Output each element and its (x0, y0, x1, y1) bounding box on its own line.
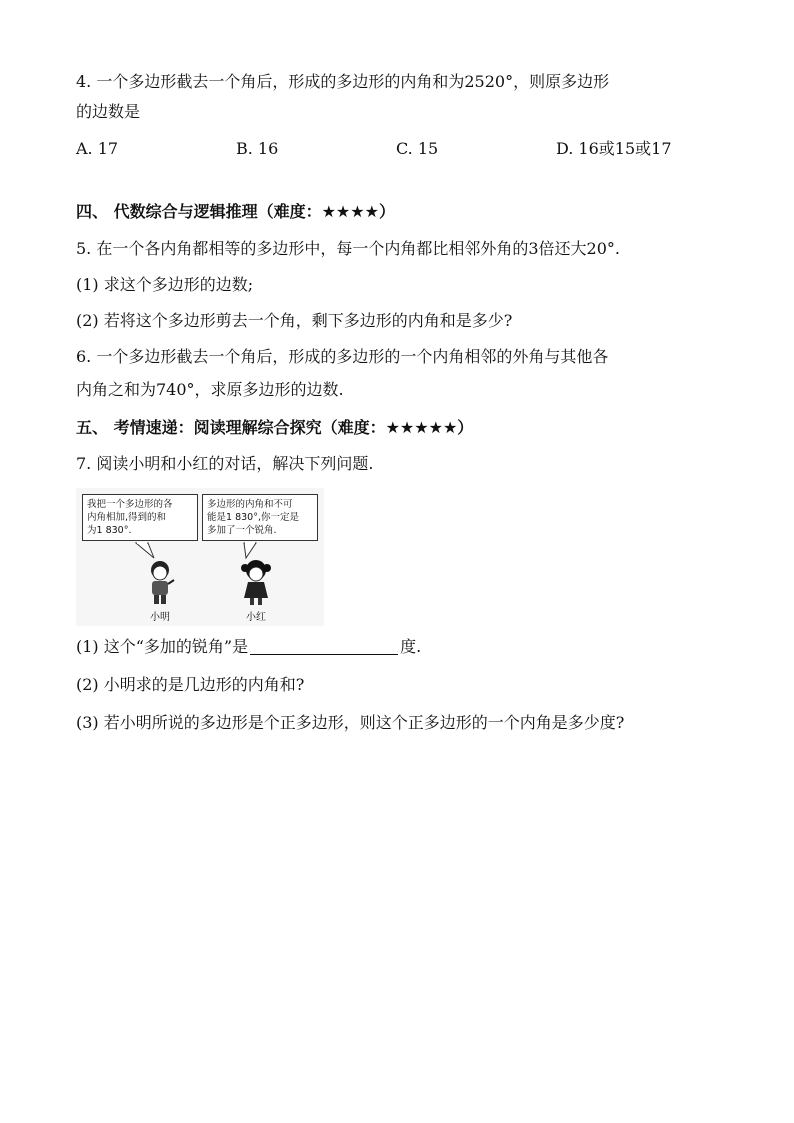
girl-figure (241, 560, 271, 605)
q5-part1: (1) 求这个多边形的边数; (76, 275, 254, 294)
q4-option-d: D. 16或15或17 (556, 139, 672, 158)
q5-stem: 5. 在一个各内角都相等的多边形中，每一个内角都比相邻外角的3倍还大20°. (76, 239, 620, 258)
q7-part3: (3) 若小明所说的多边形是个正多边形，则这个正多边形的一个内角是多少度? (76, 713, 625, 732)
q4-stem-line2: 的边数是 (76, 102, 141, 121)
bubble-tails-and-kids (76, 488, 324, 626)
label-xiaohong: 小红 (246, 612, 266, 623)
speech-bubble-xiaohong: 多边形的内角和不可 能是1 830°,你一定是 多加了一个锐角. (202, 494, 318, 541)
q7-part1-unit: 度. (400, 637, 422, 656)
boy-figure (151, 561, 174, 604)
speech-bubble-xiaoming: 我把一个多边形的各 内角相加,得到的和 为1 830°. (82, 494, 198, 541)
section-5-close: ） (457, 418, 474, 437)
q5-part2: (2) 若将这个多边形剪去一个角，剩下多边形的内角和是多少? (76, 311, 513, 330)
section-4-title: 四、 代数综合与逻辑推理（难度： (76, 202, 322, 221)
q4-stem-line1: 4. 一个多边形截去一个角后，形成的多边形的内角和为2520°，则原多边形 (76, 72, 610, 91)
q7-part1 (76, 635, 421, 659)
dialogue-illustration (76, 488, 324, 626)
q6-stem-line2: 内角之和为740°，求原多边形的边数. (76, 380, 344, 399)
answer-blank[interactable] (250, 636, 398, 655)
q7-part2: (2) 小明求的是几边形的内角和? (76, 675, 305, 694)
q4-options (76, 137, 716, 161)
label-xiaoming: 小明 (150, 612, 170, 623)
section-5-heading (76, 416, 473, 440)
section-5-title: 五、 考情速递：阅读理解综合探究（难度： (76, 418, 386, 437)
q7-stem: 7. 阅读小明和小红的对话，解决下列问题. (76, 454, 374, 473)
q7-part1-text: (1) 这个“多加的锐角”是 (76, 637, 249, 656)
section-4-heading (76, 200, 395, 224)
q4-option-c: C. 15 (396, 139, 439, 158)
q6-stem-line1: 6. 一个多边形截去一个角后，形成的多边形的一个内角相邻的外角与其他各 (76, 347, 609, 366)
q4-option-b: B. 16 (236, 139, 279, 158)
difficulty-stars: ★★★★★ (385, 418, 458, 437)
difficulty-stars: ★★★★ (321, 202, 379, 221)
q4-option-a: A. 17 (76, 139, 119, 158)
section-4-close: ） (378, 202, 395, 221)
